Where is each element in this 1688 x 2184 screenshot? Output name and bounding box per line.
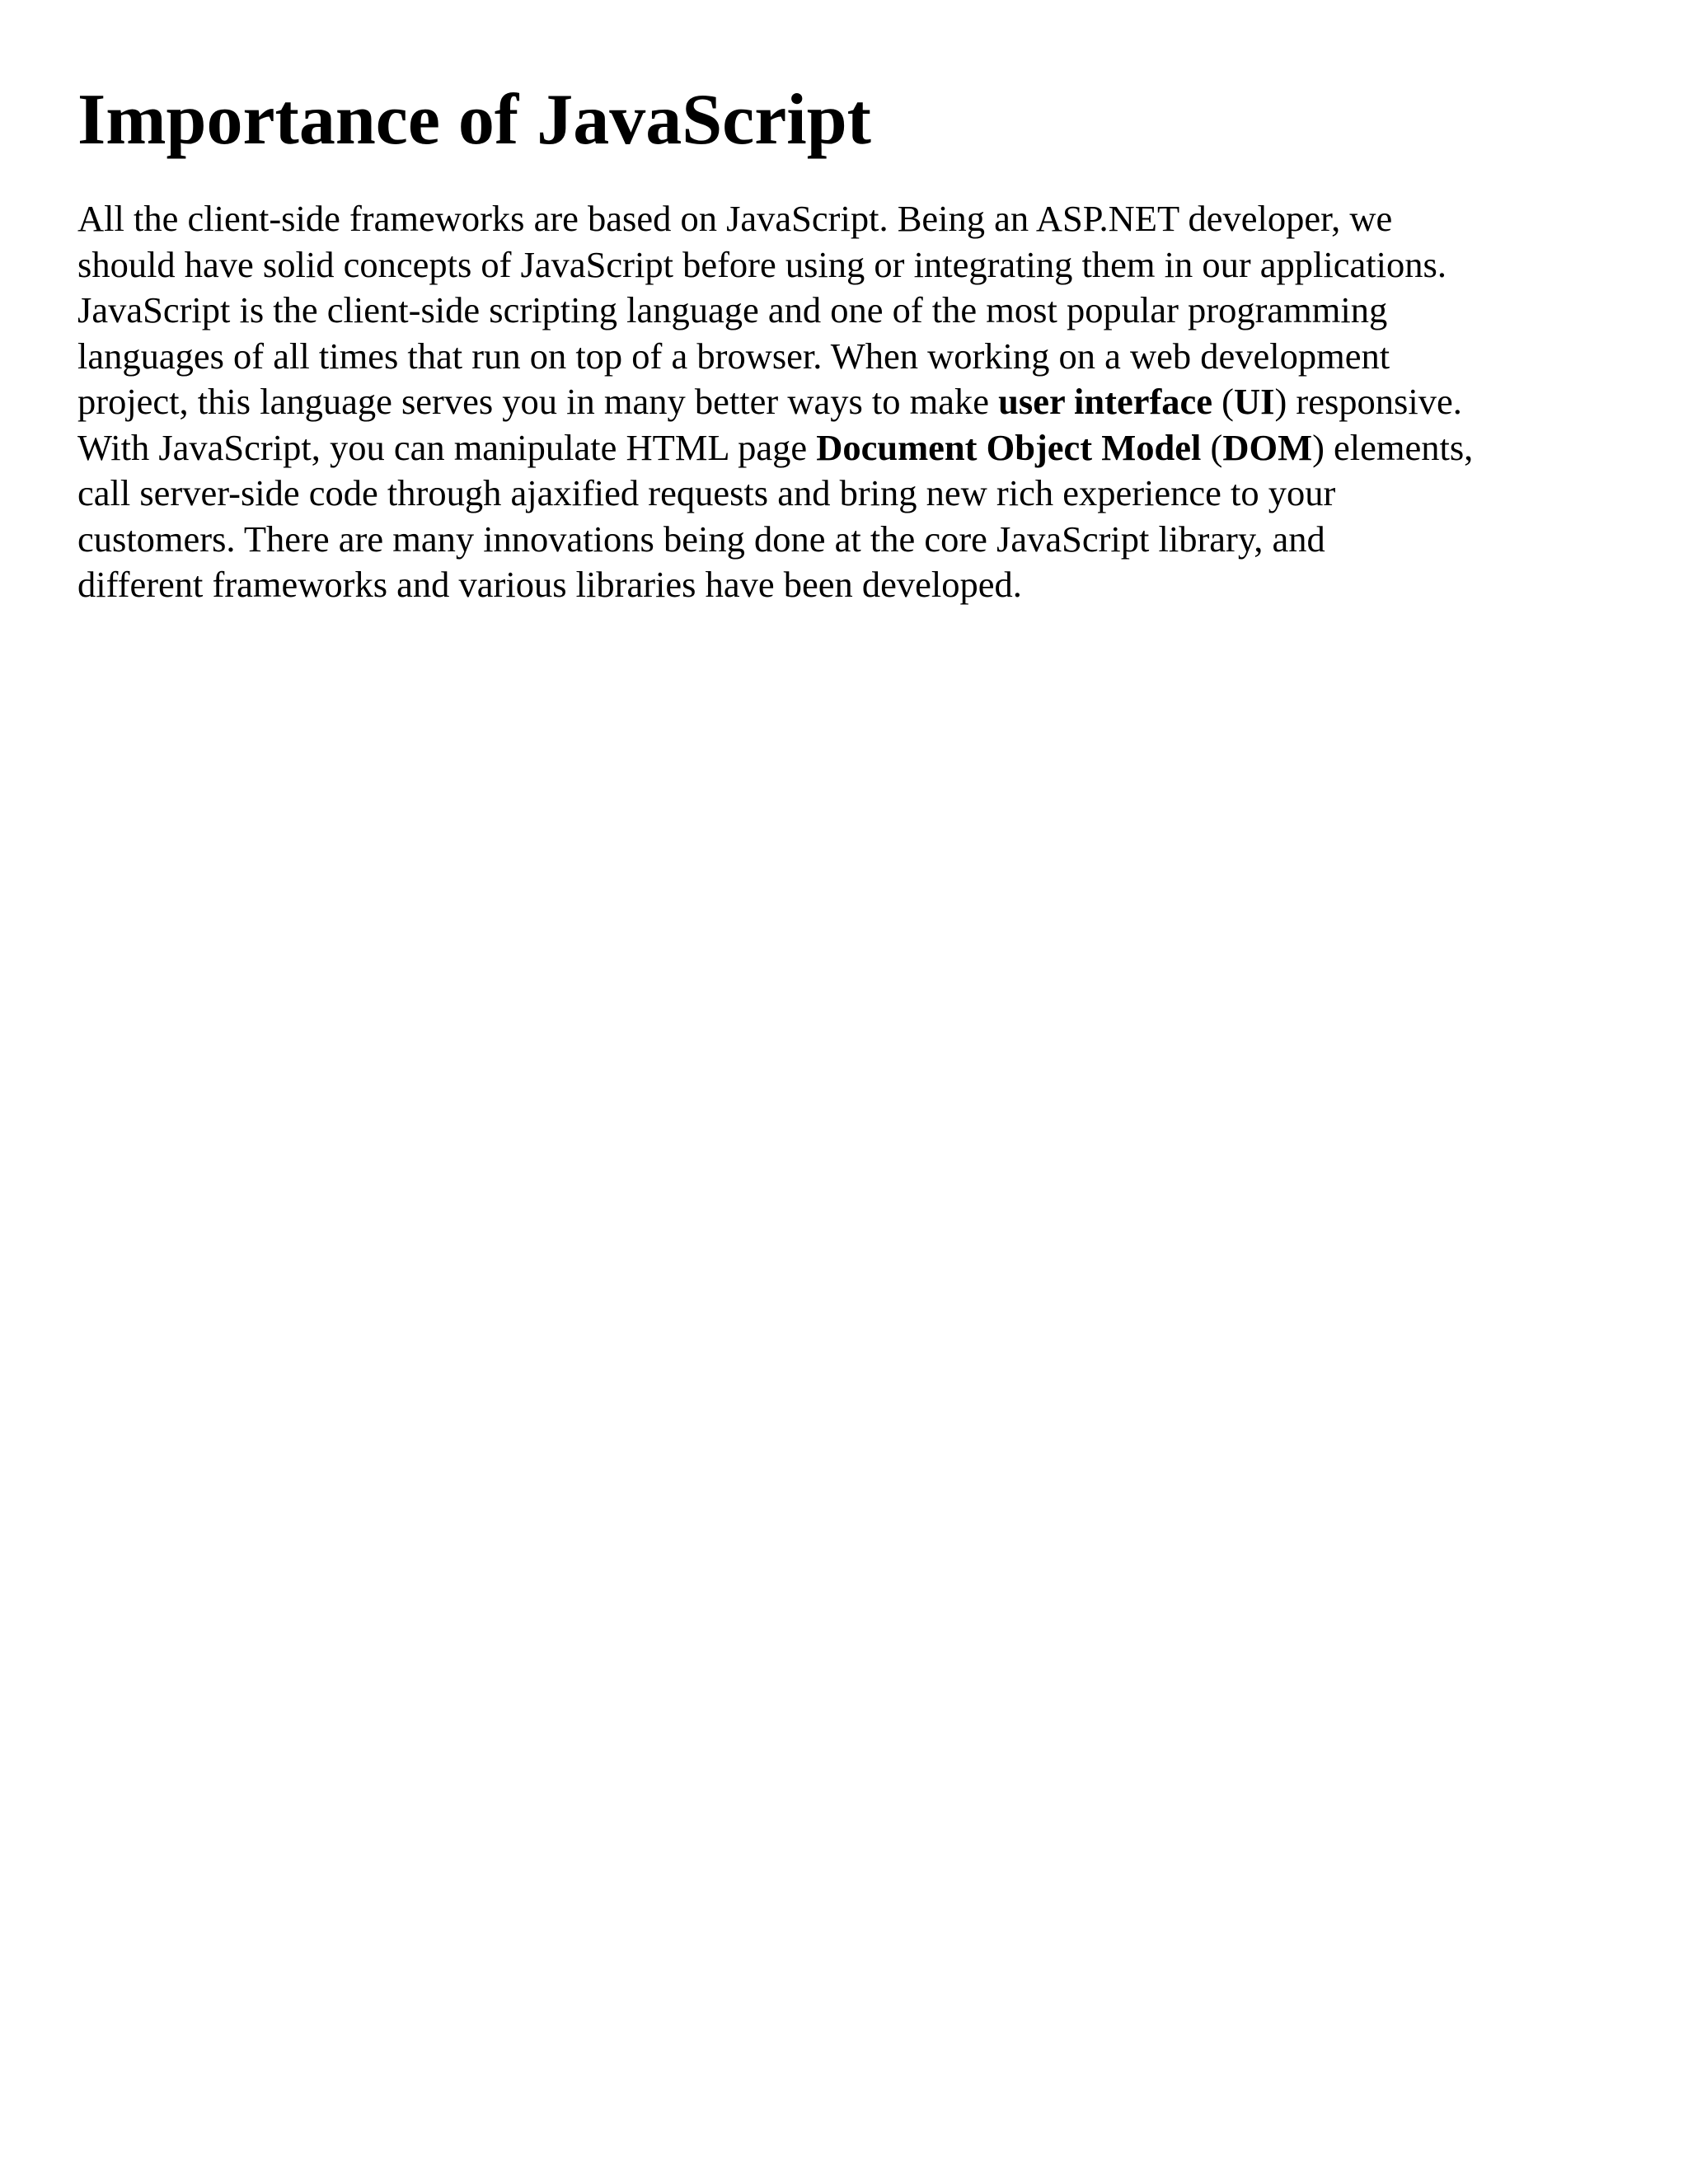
text-run: ( [1212, 381, 1234, 422]
document-page [77, 79, 1627, 608]
paragraph-line [77, 425, 1627, 471]
text-run: ) elements, [1312, 426, 1474, 468]
paragraph-line: customers. There are many innovations being done at the core JavaScript library, and [77, 518, 1325, 560]
paragraph-line: JavaScript is the client-side scripting language and one of the most popular programming [77, 289, 1388, 330]
text-run: ) responsive. [1274, 381, 1462, 422]
paragraph-line: languages of all times that run on top of a browser. When working on a web development [77, 335, 1390, 377]
paragraph-line: All the client-side frameworks are based on JavaScript. Being an ASP.NET developer, we [77, 198, 1393, 239]
bold-term-ui: UI [1234, 381, 1275, 422]
text-run: With JavaScript, you can manipulate HTML page [77, 426, 817, 468]
paragraph-line: should have solid concepts of JavaScript before using or integrating them in our applications. [77, 243, 1447, 285]
paragraph-line: call server-side code through ajaxified requests and bring new rich experience to your [77, 472, 1336, 513]
bold-term-user-interface: user interface [998, 381, 1213, 422]
paragraph-line [77, 379, 1627, 425]
paragraph-line: different frameworks and various libraries have been developed. [77, 564, 1022, 605]
bold-term-dom: DOM [1222, 426, 1313, 468]
bold-term-document-object-model: Document Object Model [816, 426, 1202, 468]
text-run: project, this language serves you in many better ways to make [77, 381, 999, 422]
page-title: Importance of JavaScript [77, 80, 871, 160]
body-paragraph [77, 196, 1627, 608]
text-run: ( [1201, 426, 1223, 468]
